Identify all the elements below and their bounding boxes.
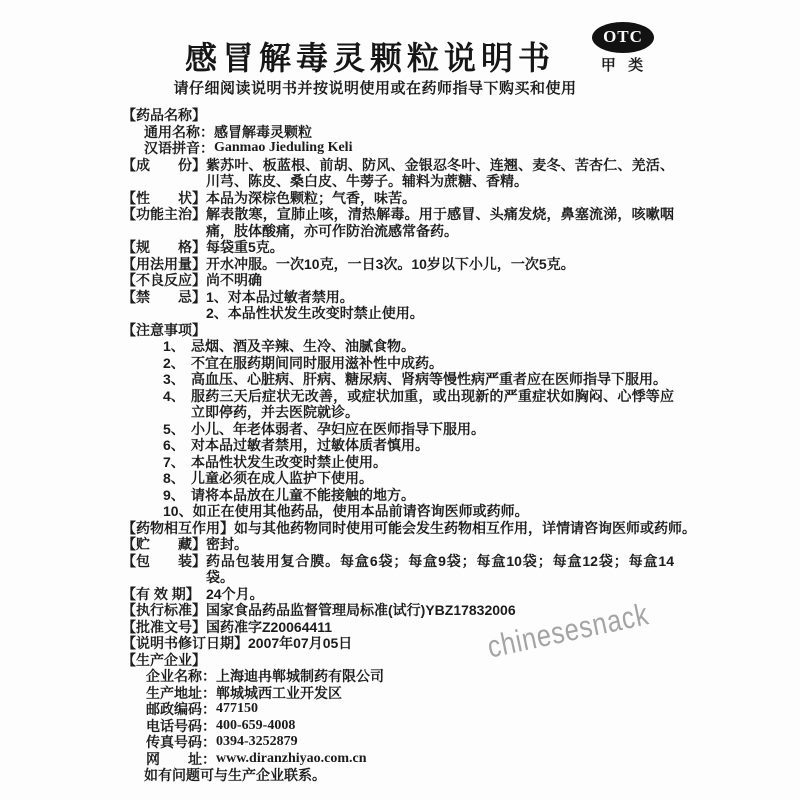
drug-interactions-text: 如与其他药物同时使用可能会发生药物相互作用，详情请咨询医师或药师。 xyxy=(234,519,696,536)
precaution-num: 8、 xyxy=(163,470,185,486)
section-validity xyxy=(122,586,674,603)
address-key: 生产地址： xyxy=(146,684,216,701)
precaution-text: 请将本品放在儿童不能接触的地方。 xyxy=(191,486,415,503)
precaution-item xyxy=(163,371,674,388)
precaution-num: 1、 xyxy=(163,338,185,354)
precaution-item xyxy=(163,454,674,471)
manufacturer-row xyxy=(146,734,674,751)
generic-name-row xyxy=(144,124,674,141)
manufacturer-label: 【生产企业】 xyxy=(122,651,206,668)
manufacturer-row xyxy=(146,685,674,702)
contraindication-item-2: 2、本品性状发生改变时禁止使用。 xyxy=(206,305,424,321)
generic-name-key: 通用名称： xyxy=(144,123,214,140)
manufacturer-row xyxy=(146,668,674,685)
page-title: 感冒解毒灵颗粒说明书 xyxy=(184,40,555,76)
ingredients-text: 紫苏叶、板蓝根、前胡、防风、金银忍冬叶、连翘、麦冬、苦杏仁、羌活、川芎、陈皮、桑白皮、牛蒡子。辅料为蔗糖、香精。 xyxy=(206,156,674,189)
approval-number-text: 国药准字Z20064411 xyxy=(206,618,333,635)
precaution-text: 不宜在服药期间同时服用滋补性中成药。 xyxy=(191,354,443,371)
contraindications-label: 【禁 忌】 xyxy=(122,288,206,305)
precaution-num: 9、 xyxy=(163,486,185,503)
otc-class-label: 甲 类 xyxy=(600,57,648,74)
precaution-num: 5、 xyxy=(163,420,185,437)
drug-name-label: 【药品名称】 xyxy=(122,107,206,123)
adverse-reactions-text: 尚不明确 xyxy=(206,272,262,288)
company-name-key: 企业名称： xyxy=(146,668,216,684)
precaution-num: 7、 xyxy=(163,453,185,470)
precautions-list xyxy=(163,338,674,520)
website-value: www.diranzhiyao.com.cn xyxy=(216,750,367,766)
manufacturer-row xyxy=(146,701,674,718)
standard-text: 国家食品药品监督管理局标准(试行)YBZ17832006 xyxy=(206,602,516,618)
precautions-label: 【注意事项】 xyxy=(122,321,206,338)
precaution-item xyxy=(163,388,674,421)
precaution-num: 2、 xyxy=(163,354,185,371)
section-ingredients xyxy=(122,157,674,190)
validity-label: 【有 效 期】 xyxy=(122,585,200,602)
ingredients-label: 【成 份】 xyxy=(122,156,206,173)
phone-value: 400-659-4008 xyxy=(216,717,296,733)
validity-text: 24个月。 xyxy=(206,585,264,602)
precaution-num: 3、 xyxy=(163,371,185,387)
precaution-item xyxy=(163,470,674,487)
section-storage xyxy=(122,536,674,553)
precaution-num: 10、 xyxy=(163,503,193,519)
precaution-item xyxy=(163,503,674,520)
storage-text: 密封。 xyxy=(206,536,248,552)
section-adverse-reactions xyxy=(122,272,674,289)
section-manufacturer xyxy=(122,652,674,669)
contraindication-item-1: 1、对本品过敏者禁用。 xyxy=(206,288,354,305)
properties-text: 本品为深棕色颗粒；气香，味苦。 xyxy=(206,189,416,206)
precaution-num: 4、 xyxy=(163,387,185,404)
section-packaging xyxy=(122,553,674,586)
postcode-key: 邮政编码： xyxy=(146,701,216,717)
section-drug-interactions xyxy=(122,519,696,537)
contact-footer: 如有问题可与生产企业联系。 xyxy=(144,767,326,783)
storage-label: 【贮 藏】 xyxy=(122,536,206,552)
phone-key: 电话号码： xyxy=(146,717,216,734)
section-drug-name xyxy=(122,107,674,124)
company-name-value: 上海迪冉郸城制药有限公司 xyxy=(216,668,384,684)
precaution-text: 小儿、年老体弱者、孕妇应在医师指导下服用。 xyxy=(191,420,485,437)
precaution-item xyxy=(163,421,674,438)
generic-name-value: 感冒解毒灵颗粒 xyxy=(214,123,312,140)
section-dosage xyxy=(122,256,674,273)
precaution-text: 儿童必须在成人监护下使用。 xyxy=(191,470,373,486)
manufacturer-row xyxy=(146,718,674,735)
packaging-text: 药品包装用复合膜。每盒6袋；每盒9袋；每盒10袋；每盒12袋；每盒14袋。 xyxy=(206,552,674,585)
watermark-text: chinesesnack xyxy=(484,596,652,665)
revision-date-text: 2007年07月05日 xyxy=(248,635,353,651)
precaution-text: 对本品过敏者禁用，过敏体质者慎用。 xyxy=(191,437,429,453)
precaution-num: 6、 xyxy=(163,437,185,453)
precaution-text: 忌烟、酒及辛辣、生冷、油腻食物。 xyxy=(191,338,415,354)
precaution-text: 本品性状发生改变时禁止使用。 xyxy=(191,453,387,470)
otc-badge-icon: OTC xyxy=(592,22,654,53)
indications-label: 【功能主治】 xyxy=(122,206,206,222)
specification-text: 每袋重5克。 xyxy=(206,239,284,255)
fax-value: 0394-3252879 xyxy=(216,734,298,749)
dosage-text: 开水冲服。一次10克，一日3次。10岁以下小儿，一次5克。 xyxy=(206,255,575,272)
revision-date-label: 【说明书修订日期】 xyxy=(122,635,248,651)
precaution-item xyxy=(163,437,674,454)
pinyin-value: Ganmao Jieduling Keli xyxy=(214,140,353,155)
read-instructions-notice: 请仔细阅读说明书并按说明使用或在药师指导下购买和使用 xyxy=(173,80,577,97)
section-contraindications xyxy=(122,289,674,306)
address-value: 郸城城西工业开发区 xyxy=(216,684,342,701)
precaution-item xyxy=(163,487,674,504)
precaution-text: 如正在使用其他药品，使用本品前请咨询医师或药师。 xyxy=(192,503,529,519)
section-properties xyxy=(122,190,674,207)
website-key: 网 址： xyxy=(146,750,216,767)
section-specification xyxy=(122,239,674,256)
precaution-text: 高血压、心脏病、肝病、糖尿病、肾病等慢性病严重者应在医师指导下服用。 xyxy=(191,371,667,387)
specification-label: 【规 格】 xyxy=(122,239,206,255)
precaution-item xyxy=(163,338,674,355)
postcode-value: 477150 xyxy=(216,701,258,716)
section-indications xyxy=(122,206,674,239)
standard-label: 【执行标准】 xyxy=(122,602,206,618)
pinyin-key: 汉语拼音： xyxy=(144,140,214,156)
insert-body xyxy=(122,107,696,784)
approval-number-label: 【批准文号】 xyxy=(122,618,206,635)
packaging-label: 【包 装】 xyxy=(122,552,206,569)
section-precautions xyxy=(122,322,674,339)
drug-interactions-label: 【药物相互作用】 xyxy=(122,519,234,536)
manufacturer-row xyxy=(146,751,674,768)
fax-key: 传真号码： xyxy=(146,734,216,750)
adverse-reactions-label: 【不良反应】 xyxy=(122,272,206,288)
precaution-text: 服药三天后症状无改善，或症状加重，或出现新的严重症状如胸闷、心悸等应立即停药，并去医院就诊。 xyxy=(191,387,674,420)
properties-label: 【性 状】 xyxy=(122,189,206,206)
precaution-item xyxy=(163,355,674,372)
dosage-label: 【用法用量】 xyxy=(122,255,206,272)
indications-text: 解表散寒，宣肺止咳，清热解毒。用于感冒、头痛发烧，鼻塞流涕，咳嗽咽痛，肢体酸痛，亦可作防治流感常备药。 xyxy=(206,206,674,239)
pinyin-row xyxy=(144,140,674,157)
